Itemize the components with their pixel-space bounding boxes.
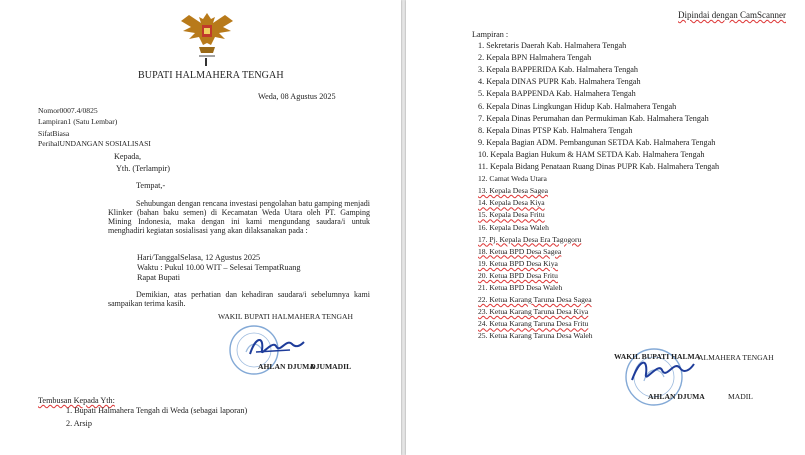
attachment-item: 11. Kepala Bidang Penataan Ruang Dinas PUPR Kab. Halmahera Tengah bbox=[478, 162, 720, 171]
event-room: Rapat Bupati bbox=[137, 273, 180, 282]
attachment-item: 18. Ketua BPD Desa Sagea bbox=[478, 246, 562, 256]
signer-title-part-a: WAKIL BUPATI HALMA bbox=[614, 352, 701, 361]
attachment-item: 7. Kepala Dinas Perumahan dan Permukiman Kab. Halmahera Tengah bbox=[478, 113, 709, 123]
emblem-divider bbox=[205, 58, 207, 66]
tembusan-item-1: 1. Bupati Halmahera Tengah di Weda (sebagai laporan) bbox=[66, 406, 248, 415]
tembusan-item-2: 2. Arsip bbox=[66, 419, 92, 428]
attachment-item: 4. Kepala DINAS PUPR Kab. Halmahera Tengah bbox=[478, 77, 641, 87]
attachment-item: 20. Ketua BPD Desa Fritu bbox=[478, 270, 558, 280]
letter-page-2 bbox=[406, 0, 805, 455]
recipient-kepada: Kepada, bbox=[114, 152, 142, 161]
attachment-item: 6. Kepala Dinas Lingkungan Hidup Kab. Halmahera Tengah bbox=[478, 101, 677, 111]
signature-icon bbox=[246, 332, 306, 362]
tembusan-label-text: Tembusan Kepada Yth: bbox=[38, 396, 115, 405]
lampiran-label: Lampiran : bbox=[472, 30, 509, 39]
scanner-watermark bbox=[678, 10, 786, 20]
recipient-tempat: Tempat,- bbox=[136, 181, 166, 190]
garuda-emblem-icon bbox=[177, 9, 237, 59]
attachment-item: 9. Kepala Bagian ADM. Pembangunan SETDA Kab. Halmahera Tengah bbox=[478, 137, 716, 147]
letter-lampiran: Lampiran1 (Satu Lembar) bbox=[38, 117, 118, 126]
tembusan-label bbox=[38, 396, 115, 406]
letter-perihal: PerihalUNDANGAN SOSIALISASI bbox=[38, 139, 151, 148]
attachment-item: 12. Camat Weda Utara bbox=[478, 174, 547, 184]
attachment-item: 24. Ketua Karang Taruna Desa Fritu bbox=[478, 319, 589, 329]
signer-title: WAKIL BUPATI HALMAHERA TENGAH bbox=[218, 312, 353, 321]
signer-title-part-b: ALMAHERA TENGAH bbox=[698, 353, 774, 362]
letter-sifat: SifatBiasa bbox=[38, 129, 70, 138]
letter-nomor: Nomor0007.4/0825 bbox=[38, 106, 98, 115]
attachment-item: 21. Ketua BPD Desa Waleh bbox=[478, 283, 563, 292]
recipient-yth: Yth. (Terlampir) bbox=[116, 164, 170, 173]
attachment-item: 17. Pj. Kepala Desa Era Tagogoru bbox=[478, 234, 582, 244]
event-time-place: Waktu : Pukul 10.00 WIT – Selesai TempatRuang bbox=[137, 263, 301, 272]
attachment-item: 10. Kepala Bagian Hukum & HAM SETDA Kab. Halmahera Tengah bbox=[478, 149, 705, 159]
attachment-item: 23. Ketua Karang Taruna Desa Kiya bbox=[478, 307, 589, 317]
attachment-item: 15. Kepala Desa Fritu bbox=[478, 210, 545, 220]
letter-title: BUPATI HALMAHERA TENGAH bbox=[138, 70, 284, 81]
attachment-item: 8. Kepala Dinas PTSP Kab. Halmahera Tengah bbox=[478, 125, 633, 135]
attachment-item: 22. Ketua Karang Taruna Desa Sagea bbox=[478, 295, 592, 305]
event-date: Hari/TanggalSelasa, 12 Agustus 2025 bbox=[137, 253, 261, 262]
letter-body-paragraph: Sehubungan dengan rencana investasi pengolahan batu gamping menjadi Klinker (bahan baku semen) di Kecamatan Weda Utara oleh PT. Gamping Mining Indonesia, maka dengan ini kami mengundang saudara/i untuk menghadiri kegiatan sosialisasi yang akan dilaksanakan pada : bbox=[108, 199, 370, 235]
attachment-item: 19. Ketua BPD Desa Kiya bbox=[478, 258, 558, 268]
letter-closing: Demikian, atas perhatian dan kehadiran saudara/i sebelumnya kami sampaikan terima kasih. bbox=[108, 290, 370, 308]
signer-name-2-part-a: AHLAN DJUMA bbox=[648, 392, 705, 401]
scanner-watermark-text: Dipindai dengan CamScanner bbox=[678, 10, 786, 20]
attachment-item: 1. Sekretaris Daerah Kab. Halmahera Tengah bbox=[478, 41, 627, 50]
attachment-item: 16. Kepala Desa Waleh bbox=[478, 222, 549, 232]
attachment-item: 13. Kepala Desa Sagea bbox=[478, 186, 549, 196]
attachment-item: 5. Kepala BAPPENDA Kab. Halmahera Tengah bbox=[478, 89, 636, 99]
signer-name-2-part-b: MADIL bbox=[728, 392, 753, 401]
signer-name bbox=[258, 362, 351, 372]
attachment-item: 3. Kepala BAPPERIDA Kab. Halmahera Tengah bbox=[478, 65, 639, 75]
signer-name-part-a: AHLAN DJUMA bbox=[258, 362, 315, 371]
attachment-item: 25. Ketua Karang Taruna Desa Waleh bbox=[478, 331, 593, 341]
letter-date: Weda, 08 Agustus 2025 bbox=[258, 92, 336, 101]
attachment-item: 14. Kepala Desa Kiya bbox=[478, 198, 545, 208]
letter-page-1 bbox=[0, 0, 401, 455]
attachment-item: 2. Kepala BPN Halmahera Tengah bbox=[478, 53, 592, 63]
signer-name-part-b: DJUMADIL bbox=[310, 362, 352, 371]
